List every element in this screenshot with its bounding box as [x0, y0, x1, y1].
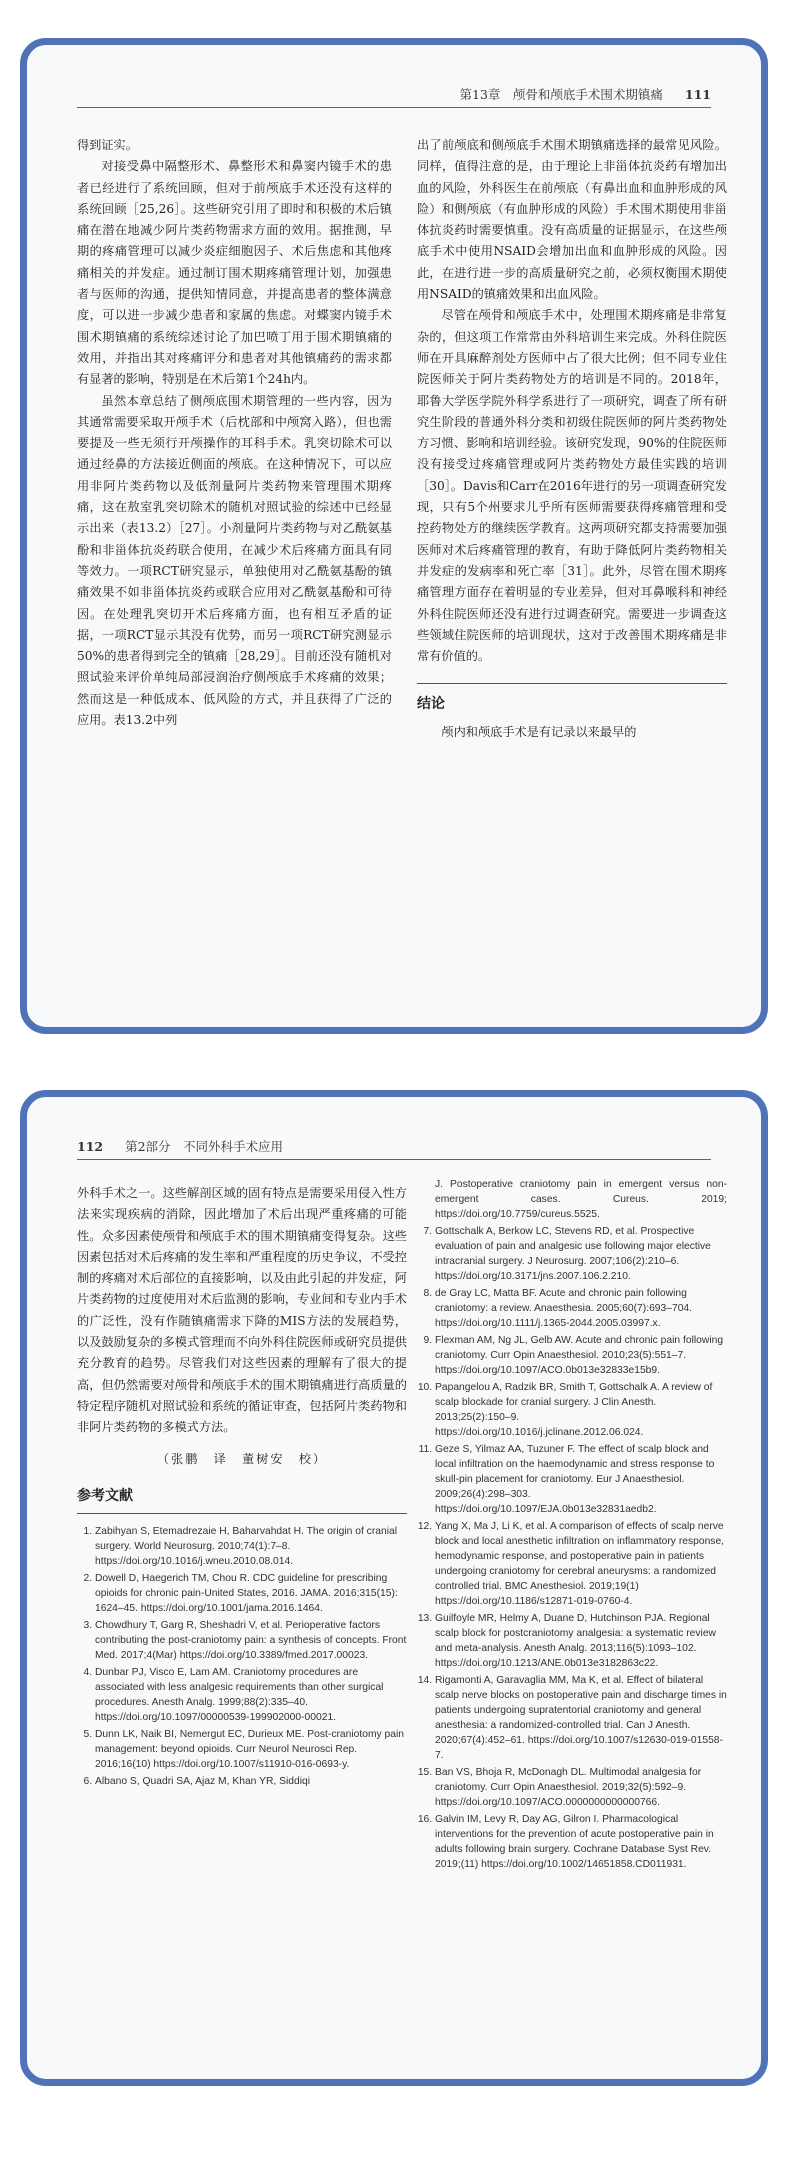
- paragraph: 得到证实。: [77, 138, 138, 152]
- reference-item: 14. Rigamonti A, Garavaglia MM, Ma K, et al. Effect of bilateral scalp nerve blocks on postoperative pain and discharge times in patients undergoing supratentorial craniotomy and general anesthesia: a randomized-controlled trial. Can J Anesth. 2020;67(4):452–61. https://doi.org/10.1007/s12630-019-01558-7.: [435, 1673, 727, 1763]
- paragraph: 尽管在颅骨和颅底手术中，处理围术期疼痛是非常复杂的，但这项工作常常由外科培训生来完成。外科住院医师在开具麻醉剂处方医师中占了很大比例；但不同专业住院医师关于阿片类药物处方的培训是不同的。2018年，耶鲁大学医学院外科学系进行了一项研究，调查了所有研究生阶段的普通外科分类和初级住院医师的阿片类药物处方习惯、影响和培训经验。该研究发现，90%的住院医师没有接受过疼痛管理或阿片类药物处方最佳实践的培训［30］。Davis和Carr在2016年进行的另一项调查研究发现，只有5个州要求儿乎所有医师需要获得疼痛管理和受控药物处方的继续医学教育。这两项研究都支持需要加强医师对术后疼痛管理的教育，有助于降低阿片类药物相关并发症的发病率和死亡率［31］。此外，尽管在围术期疼痛管理方面存在着明显的专业差异，但对耳鼻喉科和神经外科住院医师还没有进行过调查研究。需要进一步调查这些领域住院医师的培训现状，这对于改善围术期疼痛是非常有价值的。: [417, 308, 727, 664]
- reference-continuation: J. Postoperative craniotomy pain in emergent versus non-emergent cases. Cureus. 2019; https://doi.org/10.7759/cureus.5525.: [435, 1179, 727, 1220]
- reference-item: 5. Dunn LK, Naik BI, Nemergut EC, Durieux ME. Post-craniotomy pain management: beyond opioids. Curr Neurol Neurosci Rep. 2016;16(10) https://doi.org/10.1007/s11910-016-0693-y.: [95, 1727, 407, 1772]
- reference-list: [417, 1224, 727, 1872]
- left-column: [77, 135, 392, 731]
- reference-item: 4. Dunbar PJ, Visco E, Lam AM. Craniotomy procedures are associated with less analgesic requirements than other surgical procedures. Anesth Analg. 1999;88(2):335–40. https://doi.org/10.1097/00000539-199902000-00021.: [95, 1665, 407, 1725]
- reference-item: 9. Flexman AM, Ng JL, Gelb AW. Acute and chronic pain following craniotomy. Curr Opin Anaesthesiol. 2010;23(5):551–7. https://doi.org/10.1097/ACO.0b013e32833e15b9.: [435, 1333, 727, 1378]
- reference-item: 7. Gottschalk A, Berkow LC, Stevens RD, et al. Prospective evaluation of pain and analgesic use following major elective intracranial surgery. J Neurosurg. 2007;106(2):210–6. https://doi.org/10.3171/jns.2007.106.2.210.: [435, 1224, 727, 1284]
- paragraph: 外科手术之一。这些解剖区域的固有特点是需要采用侵入性方法来实现疾病的消除，因此增加了术后出现严重疼痛的可能性。众多因素使颅骨和颅底手术的围术期镇痛变得复杂。这些因素包括对术后疼痛的发生率和严重程度的历史争议，不受控制的疼痛对术后部位的直接影响，以及由此引起的并发症，阿片类药物的过度使用对术后监测的影响，专业间和专业内手术的广泛性，没有作随镇痛需求下降的MIS方法的发展趋势，以及鼓励复杂的多模式管理而不向外科住院医师或研究员提供充分教育的趋势。尽管我们对这些因素的理解有了很大的提高，但仍然需要对颅骨和颅底手术的围术期镇痛进行高质量的特定程序随机对照试验和系统的循证审查，包括阿片类药物和非阿片类药物的多模式方法。: [77, 1186, 407, 1435]
- references-heading: 参考文献: [77, 1486, 407, 1514]
- paragraph: 颅内和颅底手术是有记录以来最早的: [441, 724, 637, 739]
- section-heading-conclusion: 结论: [417, 683, 727, 715]
- page-111: [20, 38, 768, 1034]
- translator-credit: （张鹏 译 董树安 校）: [156, 1451, 328, 1466]
- running-header: [77, 1131, 711, 1160]
- part-title: 第2部分 不同外科手术应用: [125, 1139, 284, 1154]
- reference-item: 16. Galvin IM, Levy R, Day AG, Gilron I. Pharmacological interventions for the prevention of acute postoperative pain in adults following brain surgery. Cochrane Database Syst Rev. 2019;(11) https://doi.org/10.1002/14651858.CD011931.: [435, 1812, 727, 1872]
- reference-item: 11. Geze S, Yilmaz AA, Tuzuner F. The effect of scalp block and local infiltration on the haemodynamic and stress response to skull-pin placement for craniotomy. Eur J Anaesthesiol. 2009;26(4):298–303. https://doi.org/10.1097/EJA.0b013e32831aedb2.: [435, 1442, 727, 1517]
- reference-item: 1. Zabihyan S, Etemadrezaie H, Baharvahdat H. The origin of cranial surgery. World Neurosurg. 2010;74(1):7–8. https://doi.org/10.1016/j.wneu.2010.08.014.: [95, 1524, 407, 1569]
- reference-item: 15. Ban VS, Bhoja R, McDonagh DL. Multimodal analgesia for craniotomy. Curr Opin Anaesthesiol. 2019;32(5):592–9. https://doi.org/10.1097/ACO.0000000000000766.: [435, 1765, 727, 1810]
- reference-item: 13. Guilfoyle MR, Helmy A, Duane D, Hutchinson PJA. Regional scalp block for postcraniotomy analgesia: a systematic review and meta-analysis. Anesth Analg. 2013;116(5):1093–102. https://doi.org/10.1213/ANE.0b013e3182863c22.: [435, 1611, 727, 1671]
- reference-item: 2. Dowell D, Haegerich TM, Chou R. CDC guideline for prescribing opioids for chronic pain-United States, 2016. JAMA. 2016;315(15): 1624–45. https://doi.org/10.1001/jama.2016.1464.: [95, 1571, 407, 1616]
- left-column: [77, 1183, 407, 1791]
- paragraph: 虽然本章总结了侧颅底围术期管理的一些内容，因为其通常需要采取开颅手术（后枕部和中颅窝入路），但也需要提及一些无须行开颅操作的耳科手术。乳突切除术可以通过经鼻的方法接近侧面的颅底。在这种情况下，可以应用非阿片类药物以及低剂量阿片类药物来管理围术期疼痛，这在敖室乳突切除术的随机对照试验的综述中已经显示出来（表13.2）［27］。小剂量阿片类药物与对乙酰氨基酚和非甾体抗炎药联合使用，在减少术后疼痛方面具有同等效力。一项RCT研究显示，单独使用对乙酰氨基酚的镇痛效果不如非甾体抗炎药或联合应用对乙酰氨基酚和可待因。在处理乳突切开术后疼痛方面，也有相互矛盾的证据，一项RCT显示其没有优势，而另一项RCT研究测显示50%的患者得到完全的镇痛［28,29］。目前还没有随机对照试验来评价单纯局部浸润治疗侧颅底手术疼痛的效果；然而这是一种低成本、低风险的方式，并且获得了广泛的应用。表13.2中列: [77, 393, 392, 728]
- reference-list: [77, 1524, 407, 1789]
- reference-item: 6. Albano S, Quadri SA, Ajaz M, Khan YR, Siddiqi: [95, 1774, 407, 1789]
- page-number: 112: [77, 1139, 104, 1154]
- paragraph: 出了前颅底和侧颅底手术围术期镇痛选择的最常见风险。同样，值得注意的是，由于理论上非甾体抗炎药有增加出血的风险，外科医生在前颅底（有鼻出血和血肿形成的风险）和侧颅底（有血肿形成的风险）手术围术期使用非甾体抗炎药时需要慎重。没有高质量的证据显示，在这些颅底手术中使用NSAID会增加出血和血肿形成的风险。因此，在进行进一步的高质量研究之前，必须权衡围术期使用NSAID的镇痛效果和出血风险。: [417, 138, 727, 302]
- page-number: 111: [684, 87, 711, 102]
- reference-item: 8. de Gray LC, Matta BF. Acute and chronic pain following craniotomy: a review. Anaesthesia. 2005;60(7):693–704. https://doi.org/10.1111/j.1365-2044.2005.03997.x.: [435, 1286, 727, 1331]
- running-header: [77, 79, 711, 108]
- right-column: [417, 135, 727, 743]
- chapter-title: 第13章 颅骨和颅底手术围术期镇痛: [459, 87, 663, 102]
- paragraph: 对接受鼻中隔整形术、鼻整形术和鼻窦内镜手术的患者已经进行了系统回顾，但对于前颅底手术还没有这样的系统回顾［25,26］。这些研究引用了即时和积极的术后镇痛在潜在地减少阿片类药物需求方面的效用。据推测，早期的疼痛管理可以减少炎症细胞因子、术后焦虑和其他疼痛相关的并发症。通过制订围术期疼痛管理计划，加强患者与医师的沟通，提供知情同意，并提高患者的整体满意度，可以进一步减少患者和家属的焦虑。对蝶窦内镜手术围术期镇痛的系统综述讨论了加巴喷丁用于围术期镇痛的效用，并指出其对疼痛评分和患者对其他镇痛药的需求都有显著的影响，特别是在术后第1个24h内。: [77, 159, 392, 387]
- page-112: [20, 1090, 768, 2086]
- reference-item: 10. Papangelou A, Radzik BR, Smith T, Gottschalk A. A review of scalp blockade for cranial surgery. J Clin Anesth. 2013;25(2):150–9. https://doi.org/10.1016/j.jclinane.2012.06.024.: [435, 1380, 727, 1440]
- right-column: [417, 1177, 727, 1874]
- reference-item: 12. Yang X, Ma J, Li K, et al. A comparison of effects of scalp nerve block and local anesthetic infiltration on inflammatory response, hemodynamic response, and postoperative pain in patients undergoing craniotomy for cerebral aneurysms: a randomized controlled trial. BMC Anesthesiol. 2019;19(1) https://doi.org/10.1186/s12871-019-0760-4.: [435, 1519, 727, 1609]
- reference-item: 3. Chowdhury T, Garg R, Sheshadri V, et al. Perioperative factors contributing the post-craniotomy pain: a synthesis of concepts. Front Med. 2017;4(Mar) https://doi.org/10.3389/fmed.2017.00023.: [95, 1618, 407, 1663]
